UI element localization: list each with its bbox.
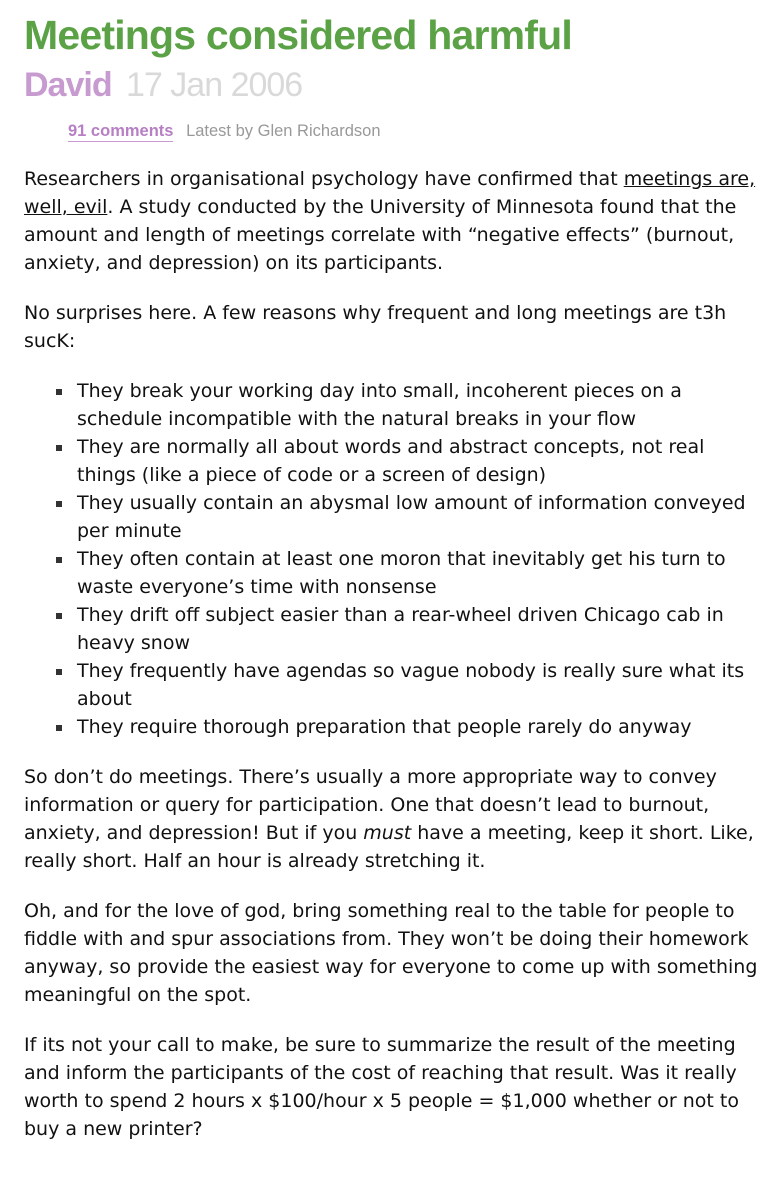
list-item: They usually contain an abysmal low amount of information conveyed per minute [77, 489, 759, 545]
meetings-evil-link[interactable]: meetings are, well, evil [24, 168, 756, 218]
paragraph-intro [24, 165, 759, 277]
intro-text-a: Researchers in organisational psychology have confirmed that [24, 168, 624, 190]
list-item: They drift off subject easier than a rear-wheel driven Chicago cab in heavy snow [77, 601, 759, 657]
advice-text-b: have a meeting, keep it short. Like, really short. Half an hour is already stretching it. [24, 822, 754, 872]
post-date: 17 Jan 2006 [126, 66, 303, 104]
paragraph-reasons-lead: No surprises here. A few reasons why frequent and long meetings are t3h sucK: [24, 302, 727, 352]
advice-text-a: So don’t do meetings. There’s usually a more appropriate way to convey information or query for participation. One that doesn’t lead to burnout, anxiety, and depression! But if you [24, 766, 717, 844]
intro-text-b: . A study conducted by the University of Minnesota found that the amount and length of meetings correlate with “negative effects” (burnout, anxiety, and depression) on its participants. [24, 196, 737, 274]
paragraph-advice [24, 763, 759, 875]
paragraph-real-things: Oh, and for the love of god, bring something real to the table for people to fiddle with and spur associations from. They won’t be doing their homework anyway, so provide the easiest way for everyone to come up with something meaningful on the spot. [24, 900, 758, 1006]
byline [24, 66, 302, 105]
latest-commenter: Latest by Glen Richardson [186, 122, 381, 140]
comments-meta [68, 122, 381, 141]
author-name[interactable]: David [24, 66, 112, 104]
list-item: They frequently have agendas so vague nobody is really sure what its about [77, 657, 759, 713]
reasons-list [24, 377, 759, 741]
list-item: They break your working day into small, incoherent pieces on a schedule incompatible with the natural breaks in your flow [77, 377, 759, 433]
list-item: They require thorough preparation that people rarely do anyway [77, 713, 759, 741]
list-item: They often contain at least one moron that inevitably get his turn to waste everyone’s time with nonsense [77, 545, 759, 601]
article-body [24, 165, 759, 1165]
emphasis-must: must [363, 822, 412, 844]
list-item: They are normally all about words and abstract concepts, not real things (like a piece of code or a screen of design) [77, 433, 759, 489]
comments-link[interactable]: 91 comments [68, 122, 174, 140]
paragraph-cost: If its not your call to make, be sure to summarize the result of the meeting and inform the participants of the cost of reaching that result. Was it really worth to spend 2 hours x $100/hour x 5 people = $1,000 whether or not to buy a new printer? [24, 1034, 739, 1140]
post-title: Meetings considered harmful [24, 12, 572, 58]
